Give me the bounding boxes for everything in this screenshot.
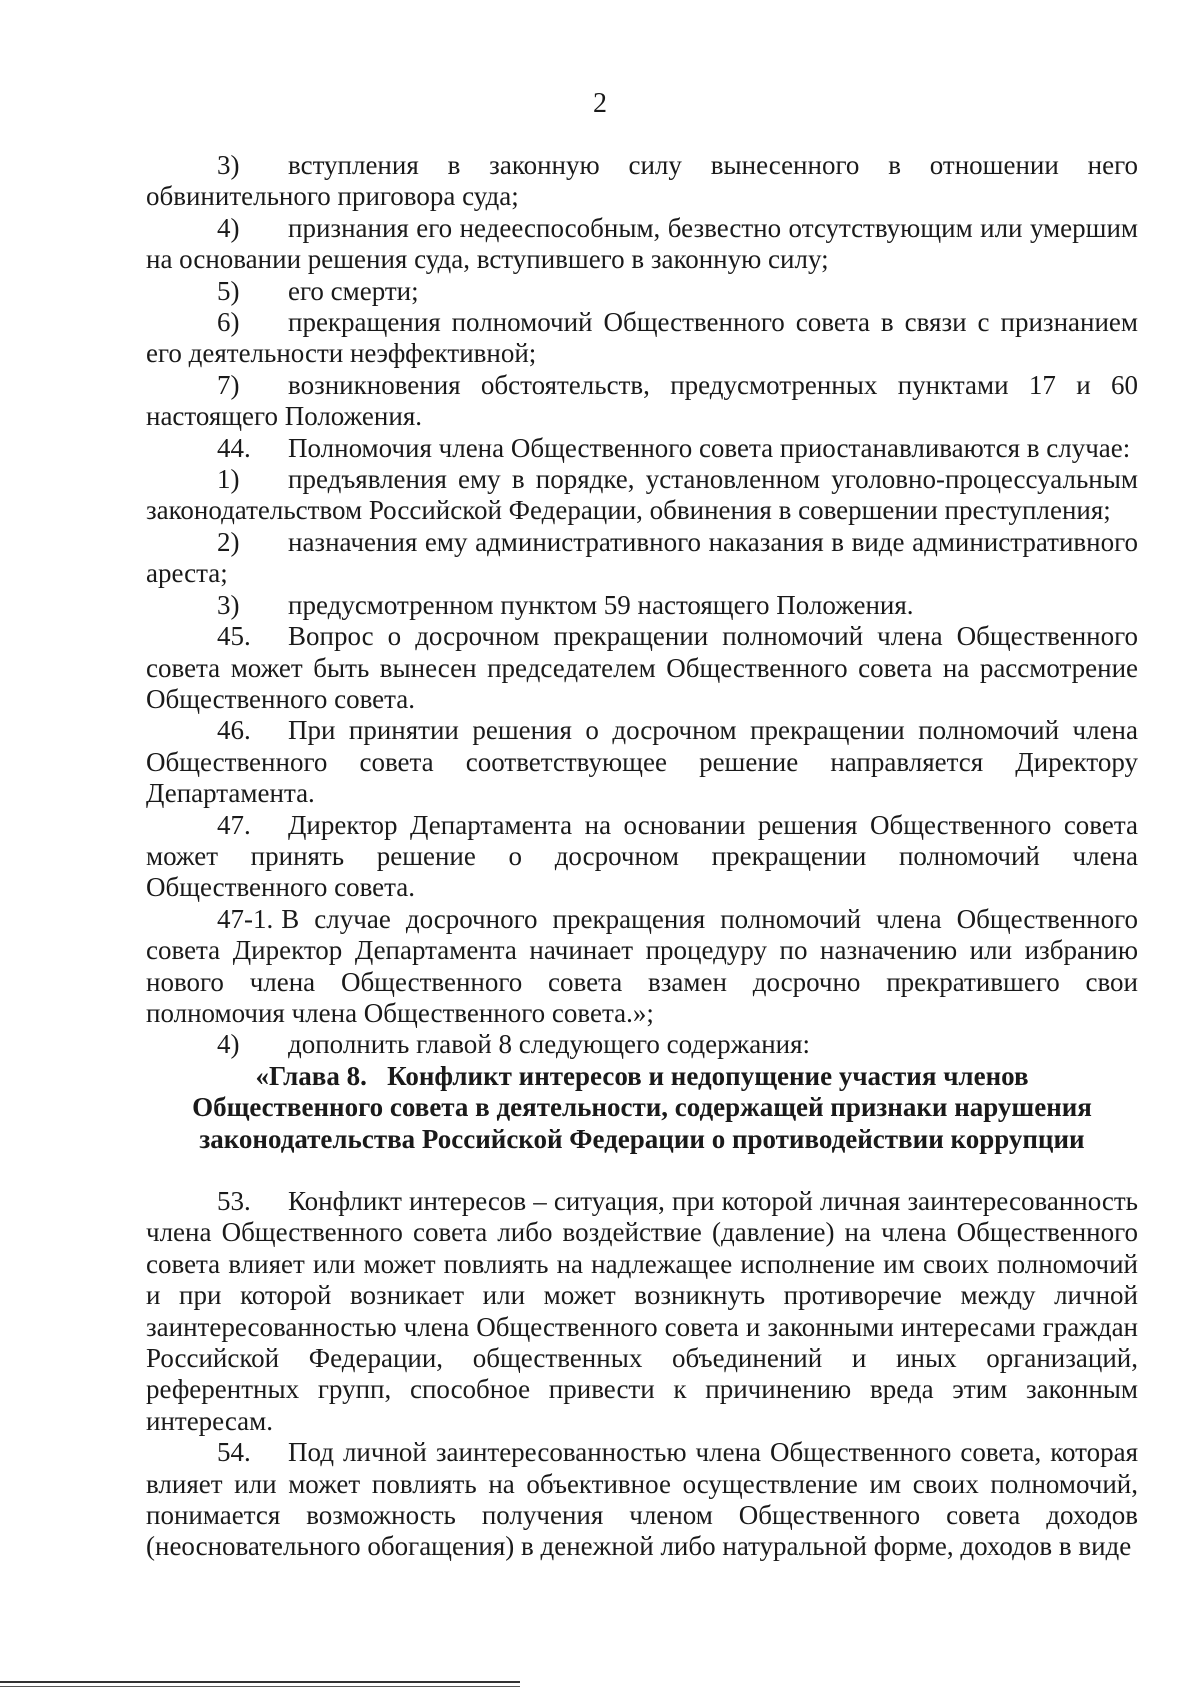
paragraph-item — [146, 433, 1138, 464]
paragraph-item — [146, 590, 1138, 621]
paragraph-item — [146, 1029, 1138, 1060]
chapter-heading-line: «Глава 8. Конфликт интересов и недопущение участия членов — [255, 1060, 1029, 1091]
paragraph-item — [146, 464, 1138, 527]
item-text: Директор Департамента на основании решения Общественного совета может принять решение о досрочном прекращении полномочий члена Общественного совета. — [146, 809, 1138, 903]
item-number: 2) — [217, 526, 240, 557]
item-number: 53. — [217, 1186, 251, 1216]
paragraph-item — [146, 213, 1138, 276]
item-text: При принятии решения о досрочном прекращении полномочий члена Общественного совета соответствующее решение направляется Директору Департамента. — [146, 715, 1138, 809]
item-text: предъявления ему в порядке, установленном уголовно-процессуальным законодательством Российской Федерации, обвинения в совершении преступления; — [146, 464, 1138, 526]
item-text: признания его недееспособным, безвестно отсутствующим или умершим на основании решения суда, вступившего в законную силу; — [146, 212, 1138, 275]
item-text: В случае досрочного прекращения полномочий члена Общественного совета Директор Департамента начинает процедуру по назначению или избранию нового члена Общественного совета взамен досрочно прекратившего свои полномочия члена Общественного совета.»; — [146, 903, 1138, 1028]
item-text: Полномочия члена Общественного совета приостанавливаются в случае: — [288, 432, 1131, 463]
paragraph-item — [146, 715, 1138, 809]
item-text: предусмотренном пунктом 59 настоящего Положения. — [288, 589, 914, 620]
paragraph-item — [146, 1186, 1138, 1437]
paragraph-item — [146, 307, 1138, 370]
item-number: 45. — [217, 621, 251, 652]
item-number: 4) — [217, 1029, 240, 1060]
item-number: 44. — [217, 432, 251, 463]
paragraph-item — [146, 276, 1138, 307]
paragraph-item — [146, 370, 1138, 433]
item-number: 46. — [217, 715, 251, 746]
item-number: 47-1. — [217, 903, 274, 934]
item-number: 54. — [217, 1437, 251, 1468]
item-text: назначения ему административного наказания в виде административного ареста; — [146, 526, 1138, 589]
paragraph-item — [146, 1437, 1138, 1563]
paragraph-item — [146, 527, 1138, 590]
item-text: Под личной заинтересованностью члена Общественного совета, которая влияет или может повлиять на объективное осуществление им своих полномочий, понимается возможность получения членом Общественного совета доходов (неосновательного обогащения) в денежной либо натуральной форме, доходов в виде — [146, 1437, 1138, 1562]
item-number: 3) — [217, 589, 240, 620]
item-number: 3) — [217, 150, 240, 180]
item-number: 7) — [217, 369, 240, 400]
paragraph-item — [146, 810, 1138, 904]
page-number: 2 — [593, 88, 607, 119]
paragraph-item — [146, 904, 1138, 1030]
item-number: 4) — [217, 212, 240, 243]
item-text: Вопрос о досрочном прекращении полномочий члена Общественного совета может быть вынесен председателем Общественного совета на рассмотрение Общественного совета. — [146, 621, 1138, 714]
paragraph-item — [146, 621, 1138, 715]
item-number: 6) — [217, 307, 240, 338]
chapter-heading-line: Общественного совета в деятельности, содержащей признаки нарушения — [192, 1092, 1092, 1123]
heading-spacer — [146, 1155, 1138, 1186]
chapter-heading — [146, 1061, 1138, 1155]
document-body — [146, 150, 1138, 1563]
item-number: 47. — [217, 809, 251, 840]
item-number: 5) — [217, 275, 240, 306]
item-text: Конфликт интересов – ситуация, при которой личная заинтересованность члена Общественного совета либо воздействие (давление) на члена Общественного совета влияет или может повлиять на надлежащее исполнение им своих полномочий и при которой возникает или может возникнуть противоречие между личной заинтересованностью члена Общественного совета и законными интересами граждан Российской Федерации, общественных объединений и иных организаций, референтных групп, способное привести к причинению вреда этим законным интересам. — [146, 1186, 1138, 1436]
paragraph-item — [146, 150, 1138, 213]
item-text: дополнить главой 8 следующего содержания: — [288, 1029, 811, 1060]
footer-divider — [0, 1681, 520, 1683]
item-text: вступления в законную силу вынесенного в отношении него обвинительного приговора суда; — [146, 150, 1138, 212]
chapter-heading-line: законодательства Российской Федерации о противодействии коррупции — [199, 1123, 1085, 1154]
item-text: его смерти; — [288, 275, 419, 306]
item-number: 1) — [217, 464, 240, 495]
item-text: прекращения полномочий Общественного совета в связи с признанием его деятельности неэффективной; — [146, 307, 1138, 369]
item-text: возникновения обстоятельств, предусмотренных пунктами 17 и 60 настоящего Положения. — [146, 369, 1138, 432]
footer-divider — [0, 1686, 520, 1687]
